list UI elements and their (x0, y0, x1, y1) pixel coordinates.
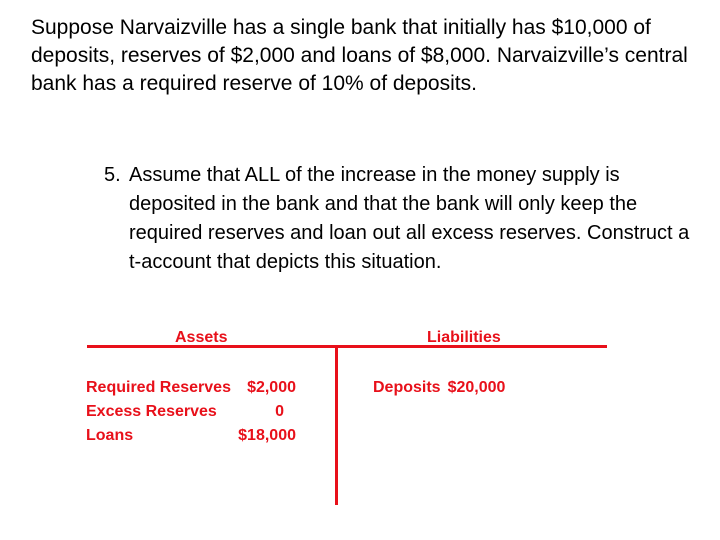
question-number: 5. (104, 164, 121, 186)
assets-list (86, 376, 296, 448)
t-account-top-line (87, 345, 607, 348)
asset-row-excess-reserves (86, 400, 296, 424)
asset-row-required-reserves (86, 376, 296, 400)
t-account-vertical-line (335, 345, 338, 505)
liability-label: Deposits (373, 379, 441, 396)
liability-value: $20,000 (447, 379, 506, 396)
liabilities-header: Liabilities (427, 329, 501, 346)
liability-row-deposits (373, 376, 505, 400)
asset-row-loans (86, 424, 296, 448)
asset-label: Required Reserves (86, 379, 231, 396)
liabilities-list (373, 376, 505, 400)
intro-paragraph: Suppose Narvaizville has a single bank that initially has $10,000 of deposits, reserves of $2,000 and loans of $8,000. Narvaizville’s central bank has a required reserve of 10% of deposits. (31, 16, 688, 95)
asset-value: $18,000 (238, 427, 296, 444)
asset-value: $2,000 (247, 379, 296, 396)
asset-label: Loans (86, 427, 134, 444)
asset-label: Excess Reserves (86, 403, 217, 420)
assets-header: Assets (175, 329, 228, 346)
asset-value: 0 (275, 403, 284, 420)
question-item (104, 161, 694, 277)
question-text: Assume that ALL of the increase in the money supply is deposited in the bank and that the bank will only keep the required reserves and loan out all excess reserves. Construct a t-account that depicts this situation. (129, 164, 690, 273)
